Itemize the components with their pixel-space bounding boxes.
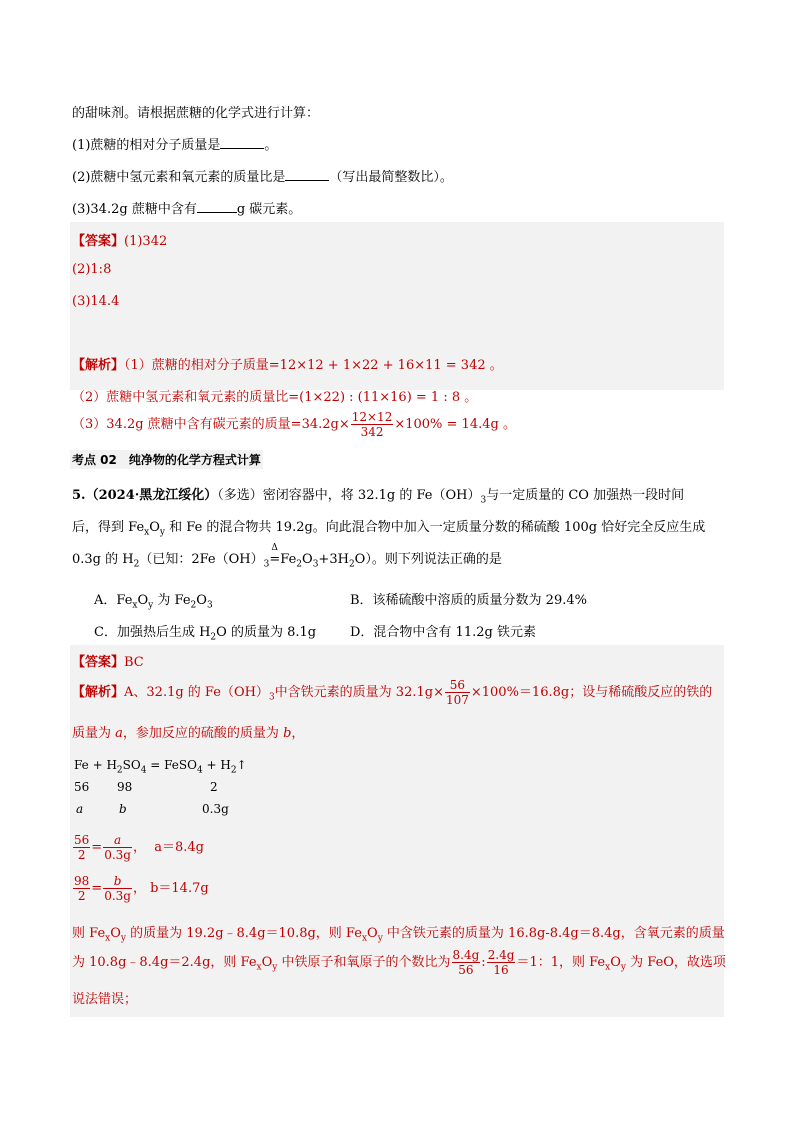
q5-line-2: 后，得到 $Fe_xO_y$ 和 Fe 的混合物共 19.2g。向此混合物中加入一定质量分数的稀硫酸 100g 恰好完全反应生成: [72, 520, 706, 538]
molar-mass-h2: 2: [210, 780, 218, 794]
q4-explanation-3: （3）34.2g 蔗糖中含有碳元素的质量=34.2g× $\frac{12\times 12}{342}$ ×100% = 14.4g 。: [72, 410, 516, 439]
molar-mass-h2so4: 98: [117, 780, 133, 794]
ratio-1: $\frac{56}{2}$ = $\frac{a}{0.3g}$ ， a＝8.4g: [74, 833, 204, 862]
var-h2: 0.3g: [202, 802, 229, 816]
molar-mass-fe: 56: [74, 780, 90, 794]
q5-line-1: 5.（2024·黑龙江绥化）（多选）密闭容器中，将 32.1g 的 $Fe(OH)_3$与一定质量的 CO 加强热一段时间: [72, 488, 685, 506]
q4-sub1: (1)蔗糖的相对分子质量是 。: [72, 138, 278, 153]
q5-option-c: C．加强热后生成 $H_2O$ 的质量为 8.1g: [94, 625, 317, 643]
chemical-equation: $Fe + H_2SO_4$ = FeSO$_4$ + $H_2↑$: [74, 758, 247, 776]
q5-explanation-4: 为 10.8g﹣8.4g＝2.4g，则 $Fe_xO_y$ 中铁原子和氧原子的个数比为 $\frac{8.4g}{56}$ : $\frac{2.4g}{16}$ ＝1：1，则 $Fe_xO_y$ 为 FeO，故选项: [72, 948, 726, 977]
q5-answer: 【答案】BC: [72, 655, 144, 670]
q4-sub2: (2)蔗糖中氢元素和氧元素的质量比是 （写出最简整数比）。: [72, 170, 453, 185]
q4-intro: 的甜味剂。请根据蔗糖的化学式进行计算：: [72, 106, 320, 121]
q4-answer-3: (3)14.4: [72, 294, 120, 309]
q5-explanation-2: 质量为 a，参加反应的硫酸的质量为 b，: [72, 726, 305, 741]
q4-answer-2: (2)1:8: [72, 262, 112, 277]
q5-option-a: A．$Fe_xO_y$ 为 $Fe_2O_3$: [94, 593, 213, 611]
q5-option-b: B．该稀硫酸中溶质的质量分数为 29.4%: [350, 593, 587, 608]
ratio-2: $\frac{98}{2}$ = $\frac{b}{0.3g}$ ， b＝14.7g: [74, 874, 209, 903]
q5-line-3: 0.3g 的 $H_2$（已知：$2Fe(OH)_3$ Δ $=Fe_2O_3+3H_2O$）。则下列说法正确的是: [72, 543, 502, 570]
q4-explanation-2: （2）蔗糖中氢元素和氧元素的质量比=(1×22) : (11×16) = 1 : 8 。: [72, 390, 478, 405]
q5-option-d: D．混合物中含有 11.2g 铁元素: [350, 625, 536, 640]
var-a: a: [76, 802, 84, 816]
q5-explanation-3: 则 $Fe_xO_y$ 的质量为 19.2g﹣8.4g＝10.8g，则 $Fe_xO_y$ 中含铁元素的质量为 16.8g-8.4g＝8.4g，含氧元素的质量: [72, 926, 725, 944]
q5-explanation-5: 说法错误；: [72, 992, 138, 1007]
section-heading: 考点 02 纯净物的化学方程式计算: [70, 450, 263, 469]
q5-explanation-1: 【解析】A、32.1g 的 $Fe(OH)_3$中含铁元素的质量为 32.1g× $\frac{56}{107}$ ×100%＝16.8g；设与稀硫酸反应的铁的: [72, 678, 713, 707]
q4-sub3: (3)34.2g 蔗糖中含有 g 碳元素。: [72, 202, 302, 217]
var-b: b: [119, 802, 127, 816]
q4-answer: 【答案】(1)342: [72, 234, 168, 249]
q4-explanation-1: 【解析】（1）蔗糖的相对分子质量=12×12 + 1×22 + 16×11 = 342 。: [72, 358, 503, 373]
